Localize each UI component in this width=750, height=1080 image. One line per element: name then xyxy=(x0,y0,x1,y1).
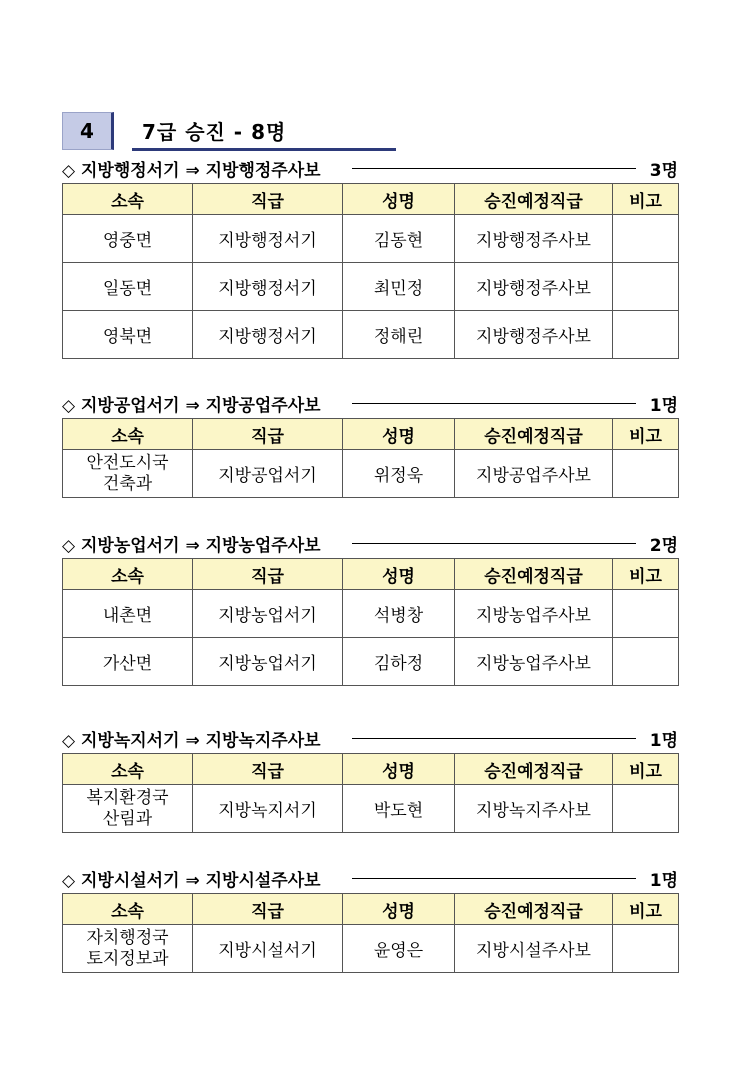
section-number: 4 xyxy=(62,112,114,150)
table-row xyxy=(63,638,679,686)
column-header: 소속 xyxy=(63,559,193,590)
table-cell: 지방행정서기 xyxy=(193,215,343,263)
table-cell: 박도현 xyxy=(343,785,455,833)
column-header: 직급 xyxy=(193,559,343,590)
table-header-row xyxy=(63,894,679,925)
headcount: 2명 xyxy=(649,536,678,556)
section-title: 7급 승진 - 8명 xyxy=(142,120,287,144)
table-cell: 김동현 xyxy=(343,215,455,263)
column-header: 소속 xyxy=(63,754,193,785)
column-header: 직급 xyxy=(193,419,343,450)
leader-line xyxy=(352,403,636,404)
section-heading xyxy=(62,725,678,751)
section-heading xyxy=(62,865,678,891)
column-header: 성명 xyxy=(343,754,455,785)
leader-line xyxy=(352,738,636,739)
column-header: 직급 xyxy=(193,184,343,215)
table-row xyxy=(63,263,679,311)
table-cell: 지방농업주사보 xyxy=(455,590,613,638)
table-cell: 자치행정국 토지정보과 xyxy=(63,925,193,973)
column-header: 비고 xyxy=(613,894,679,925)
promotion-table xyxy=(62,893,679,973)
table-cell: 영중면 xyxy=(63,215,193,263)
table-cell: 김하정 xyxy=(343,638,455,686)
leader-line xyxy=(352,878,636,879)
table-header-row xyxy=(63,419,679,450)
grade-transition: ◇ 지방농업서기 ⇒ 지방농업주사보 xyxy=(62,531,327,556)
section-heading xyxy=(62,155,678,181)
table-cell: 지방농업서기 xyxy=(193,638,343,686)
table-header-row xyxy=(63,559,679,590)
column-header: 성명 xyxy=(343,559,455,590)
table-cell xyxy=(613,785,679,833)
column-header: 승진예정직급 xyxy=(455,754,613,785)
table-cell: 지방행정서기 xyxy=(193,311,343,359)
table-cell: 영북면 xyxy=(63,311,193,359)
table-row xyxy=(63,311,679,359)
title-underline xyxy=(132,148,396,151)
column-header: 비고 xyxy=(613,184,679,215)
table-row xyxy=(63,215,679,263)
table-cell: 지방녹지주사보 xyxy=(455,785,613,833)
table-cell: 정해린 xyxy=(343,311,455,359)
column-header: 직급 xyxy=(193,894,343,925)
table-row xyxy=(63,785,679,833)
table-cell: 지방행정주사보 xyxy=(455,263,613,311)
column-header: 성명 xyxy=(343,184,455,215)
column-header: 승진예정직급 xyxy=(455,894,613,925)
table-cell: 지방녹지서기 xyxy=(193,785,343,833)
headcount: 1명 xyxy=(649,871,678,891)
section-header xyxy=(62,112,342,150)
table-cell: 지방시설주사보 xyxy=(455,925,613,973)
grade-transition: ◇ 지방시설서기 ⇒ 지방시설주사보 xyxy=(62,866,327,891)
promotion-table xyxy=(62,183,679,359)
table-cell: 내촌면 xyxy=(63,590,193,638)
table-cell: 지방행정서기 xyxy=(193,263,343,311)
table-cell: 석병창 xyxy=(343,590,455,638)
column-header: 승진예정직급 xyxy=(455,419,613,450)
table-row xyxy=(63,590,679,638)
table-cell: 위정욱 xyxy=(343,450,455,498)
column-header: 승진예정직급 xyxy=(455,184,613,215)
table-cell: 지방공업주사보 xyxy=(455,450,613,498)
headcount: 3명 xyxy=(649,161,678,181)
promotion-section xyxy=(62,155,678,359)
table-cell: 지방행정주사보 xyxy=(455,215,613,263)
leader-line xyxy=(352,543,636,544)
promotion-section xyxy=(62,530,678,686)
table-cell xyxy=(613,215,679,263)
column-header: 소속 xyxy=(63,419,193,450)
column-header: 승진예정직급 xyxy=(455,559,613,590)
table-cell: 지방행정주사보 xyxy=(455,311,613,359)
table-row xyxy=(63,450,679,498)
table-cell: 가산면 xyxy=(63,638,193,686)
table-cell xyxy=(613,311,679,359)
column-header: 비고 xyxy=(613,419,679,450)
promotion-table xyxy=(62,558,679,686)
table-cell xyxy=(613,925,679,973)
column-header: 성명 xyxy=(343,419,455,450)
promotion-section xyxy=(62,390,678,498)
grade-transition: ◇ 지방행정서기 ⇒ 지방행정주사보 xyxy=(62,156,327,181)
column-header: 직급 xyxy=(193,754,343,785)
table-cell: 최민정 xyxy=(343,263,455,311)
column-header: 비고 xyxy=(613,559,679,590)
table-row xyxy=(63,925,679,973)
table-cell: 일동면 xyxy=(63,263,193,311)
promotion-table xyxy=(62,418,679,498)
table-cell: 윤영은 xyxy=(343,925,455,973)
table-header-row xyxy=(63,184,679,215)
column-header: 비고 xyxy=(613,754,679,785)
table-cell xyxy=(613,450,679,498)
headcount: 1명 xyxy=(649,396,678,416)
grade-transition: ◇ 지방녹지서기 ⇒ 지방녹지주사보 xyxy=(62,726,327,751)
table-header-row xyxy=(63,754,679,785)
promotion-section xyxy=(62,865,678,973)
table-cell xyxy=(613,590,679,638)
table-cell: 지방시설서기 xyxy=(193,925,343,973)
section-heading xyxy=(62,530,678,556)
table-cell: 복지환경국 산림과 xyxy=(63,785,193,833)
promotion-section xyxy=(62,725,678,833)
section-heading xyxy=(62,390,678,416)
table-cell: 지방공업서기 xyxy=(193,450,343,498)
leader-line xyxy=(352,168,636,169)
table-cell: 지방농업주사보 xyxy=(455,638,613,686)
table-cell xyxy=(613,263,679,311)
column-header: 성명 xyxy=(343,894,455,925)
grade-transition: ◇ 지방공업서기 ⇒ 지방공업주사보 xyxy=(62,391,327,416)
column-header: 소속 xyxy=(63,184,193,215)
column-header: 소속 xyxy=(63,894,193,925)
table-cell: 안전도시국 건축과 xyxy=(63,450,193,498)
headcount: 1명 xyxy=(649,731,678,751)
table-cell: 지방농업서기 xyxy=(193,590,343,638)
promotion-table xyxy=(62,753,679,833)
table-cell xyxy=(613,638,679,686)
